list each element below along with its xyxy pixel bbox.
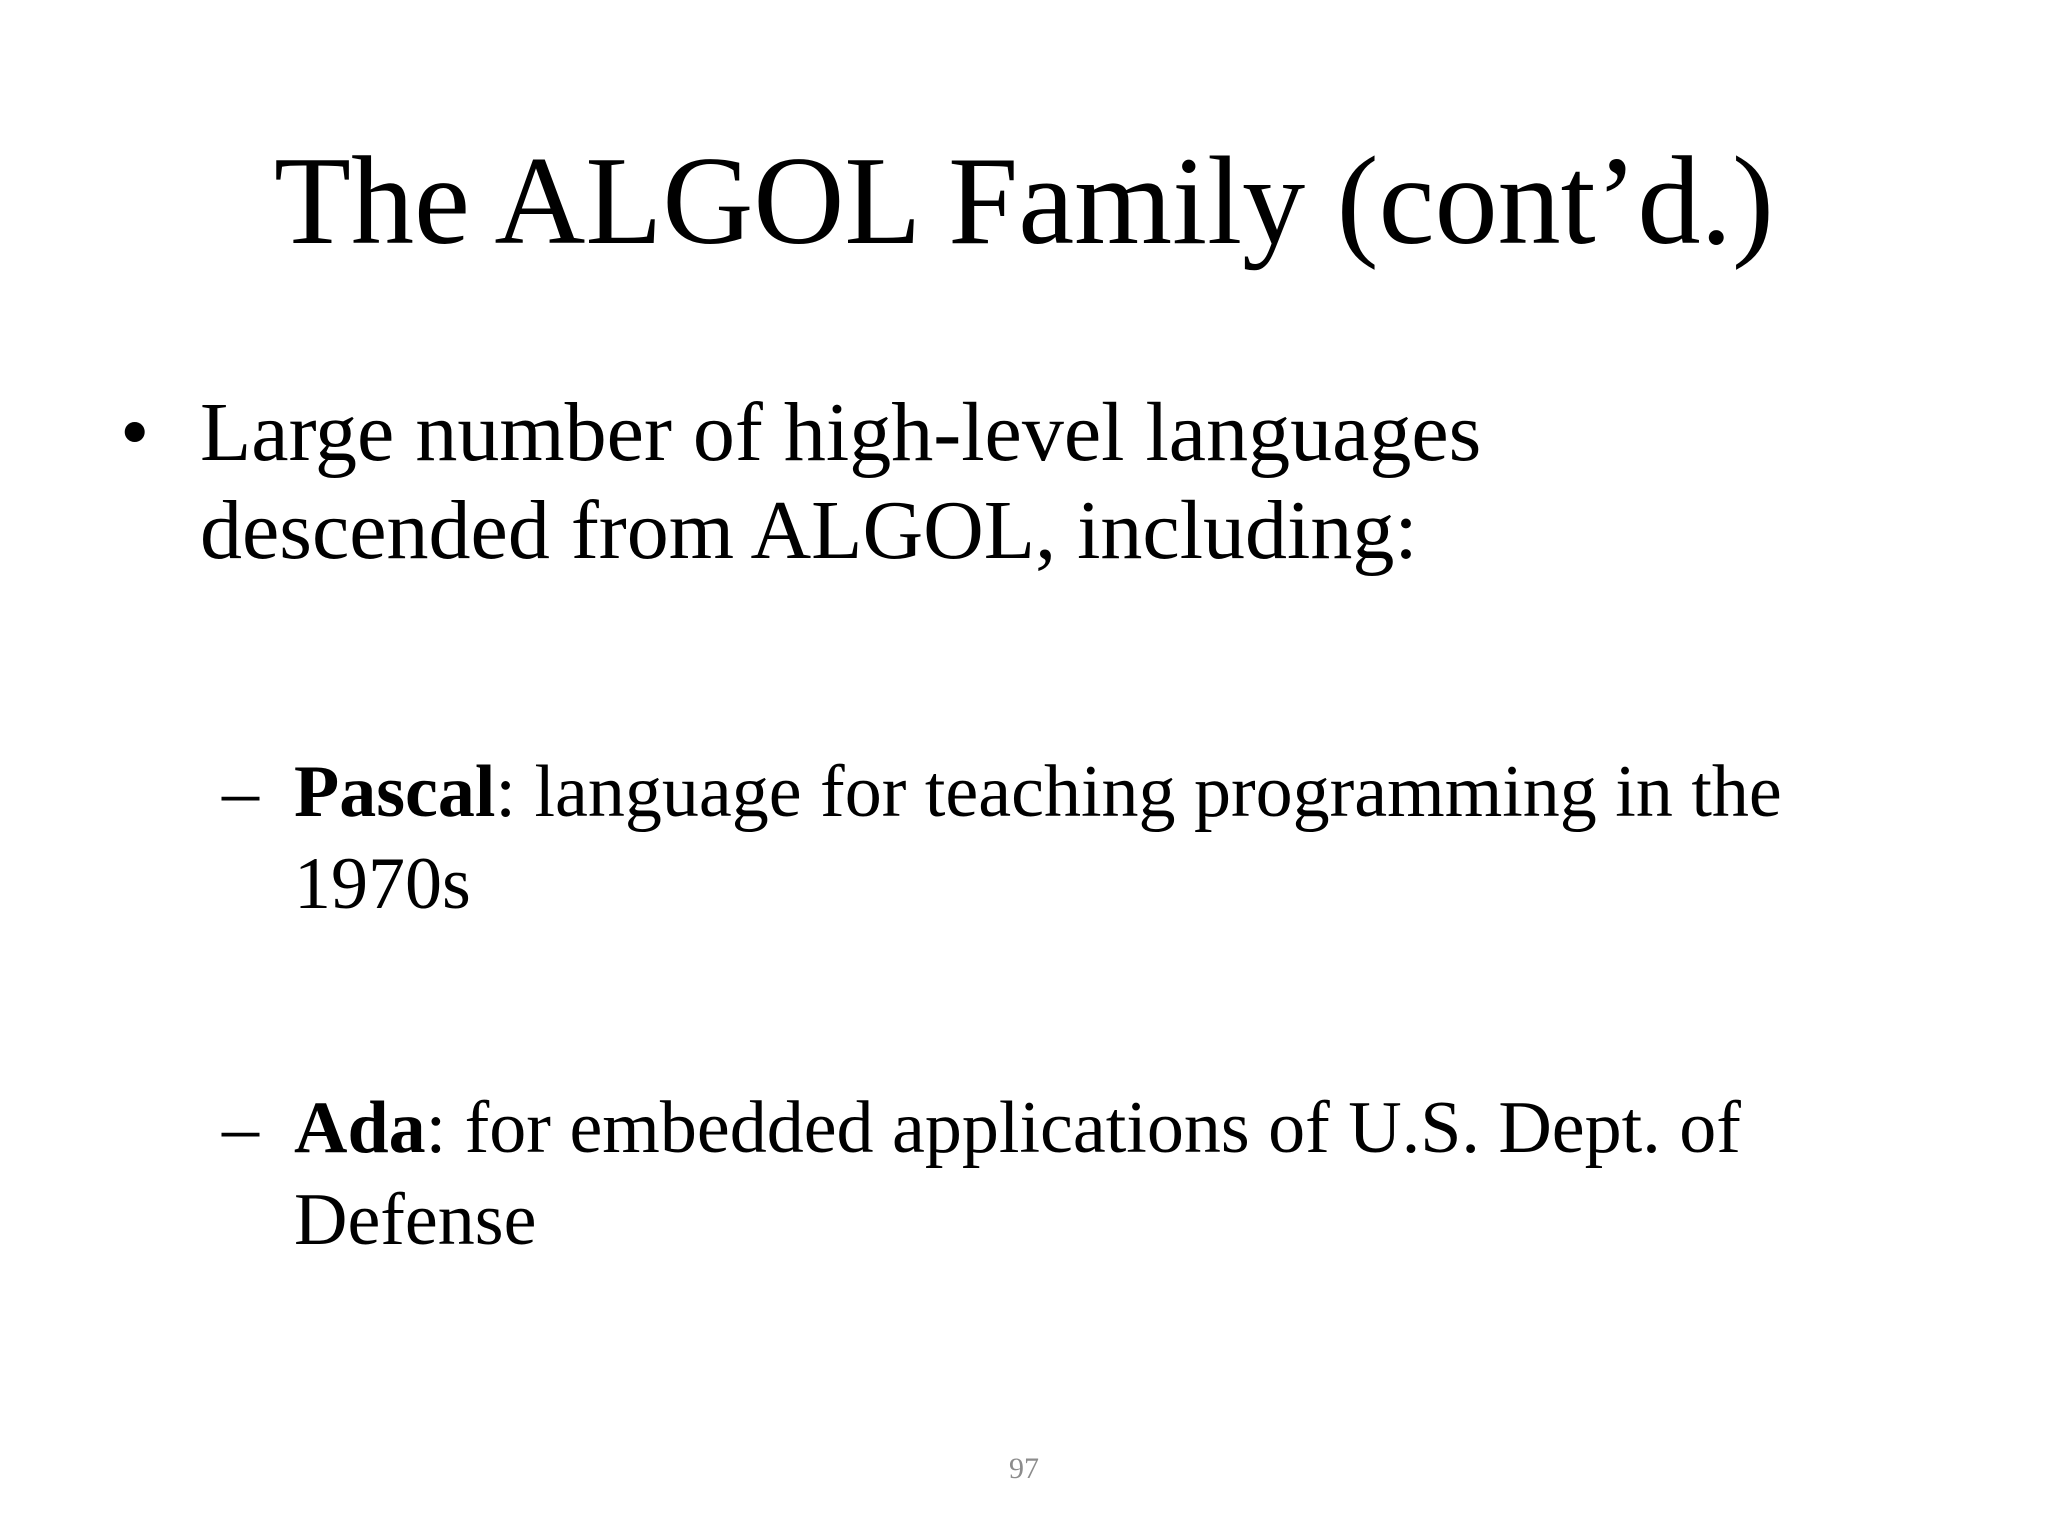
sub-item-term: Ada — [294, 1087, 426, 1169]
sub-item-description: : language for teaching programming in the — [495, 751, 1782, 833]
bullet-text-line-2: descended from ALGOL, including: — [200, 484, 1418, 577]
slide-title: The ALGOL Family (cont’d.) — [273, 132, 1774, 271]
page-number: 97 — [1009, 1452, 1039, 1485]
sub-item-description: : for embedded applications of U.S. Dept. of — [425, 1087, 1741, 1169]
sub-item-term: Pascal — [294, 751, 496, 833]
sub-item-line-1 — [294, 746, 1994, 838]
sub-item-text — [294, 746, 1994, 930]
bullet-text — [200, 384, 1900, 580]
sub-item-line-2: 1970s — [294, 843, 471, 925]
sub-item-text — [294, 1082, 1994, 1266]
bullet-text-line-1: Large number of high-level languages — [200, 386, 1482, 479]
sub-item-line-1 — [294, 1082, 1994, 1174]
sub-item-dash: – — [222, 751, 259, 833]
sub-item-line-2: Defense — [294, 1179, 537, 1261]
bullet-marker: • — [120, 386, 150, 479]
sub-item-dash: – — [222, 1087, 259, 1169]
